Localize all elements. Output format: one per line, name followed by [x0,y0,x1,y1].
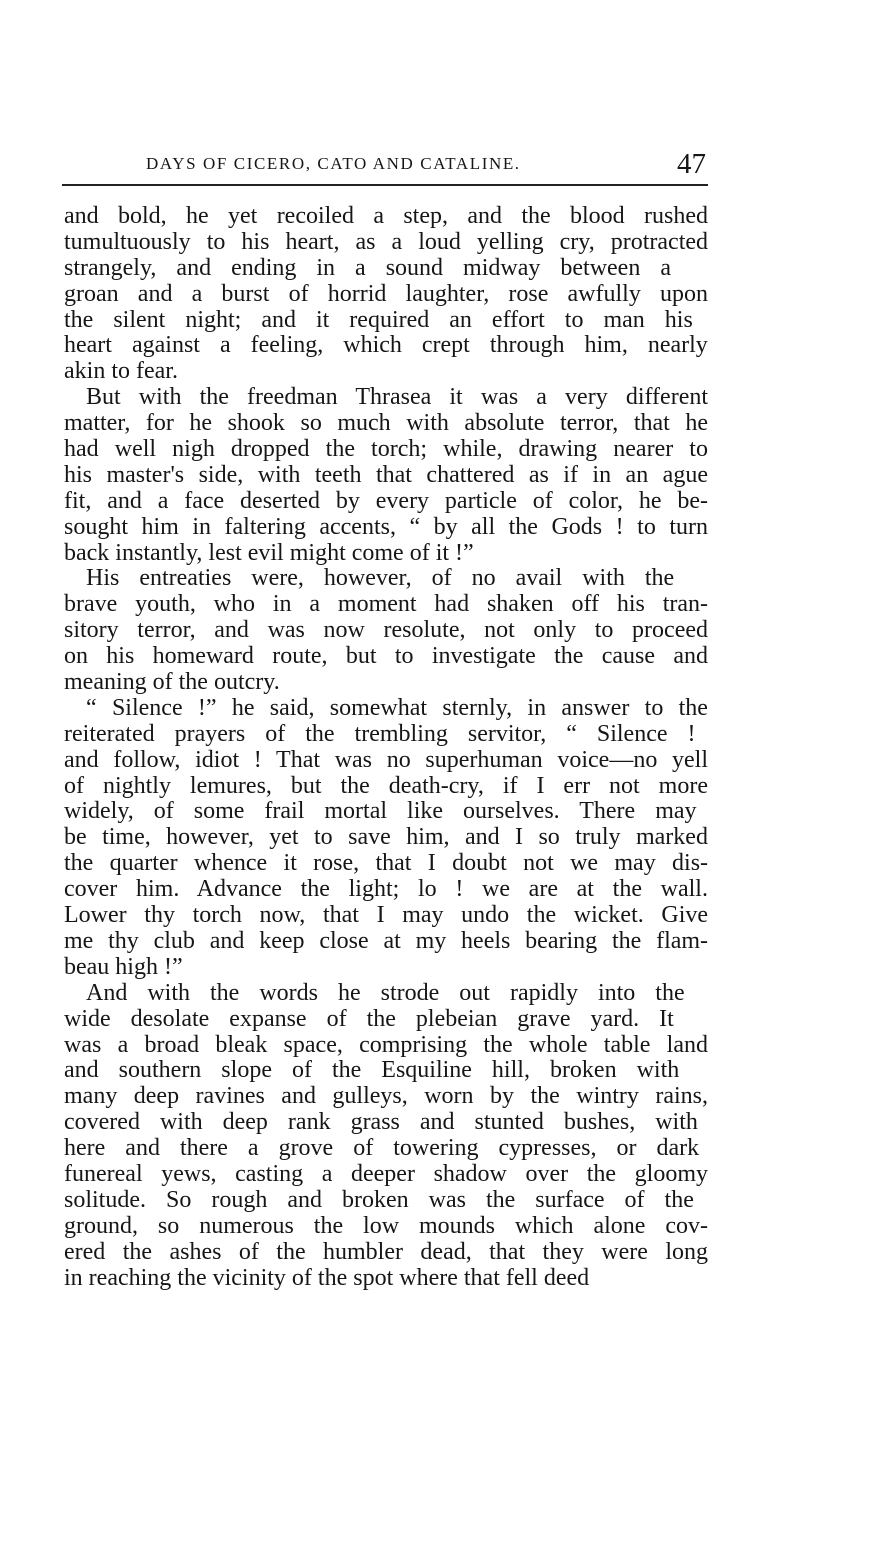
text-line: groan and a burst of horrid laughter, rose awfully upon [64,281,708,307]
text-line: solitude. So rough and broken was the surface of the [64,1187,694,1213]
text-line: matter, for he shook so much with absolute terror, that he [64,411,708,437]
text-line: wide desolate expanse of the plebeian grave yard. It [64,1006,674,1032]
text-line: here and there a grove of towering cypresses, or dark [64,1136,700,1162]
text-line: his master's side, with teeth that chattered as if in an ague [64,462,708,488]
text-line: me thy club and keep close at my heels bearing the flam- [64,928,708,954]
text-line: sought him in faltering accents, “ by all the Gods ! to turn [64,514,708,540]
text-line: be time, however, yet to save him, and I so truly marked [64,825,708,851]
header-rule [62,184,708,186]
text-line: and follow, idiot ! That was no superhuman voice—no yell [64,747,708,773]
text-line: covered with deep rank grass and stunted bushes, with [64,1110,698,1136]
text-line: and southern slope of the Esquiline hill, broken with [64,1058,680,1084]
text-line: widely, of some frail mortal like ourselves. There may [64,799,697,825]
text-line: of nightly lemures, but the death-cry, if I err not more [64,773,708,799]
text-line: beau high !” [64,954,183,980]
text-line: was a broad bleak space, comprising the whole table land [64,1032,708,1058]
text-line: “ Silence !” he said, somewhat sternly, in answer to the [86,695,708,721]
text-line: Lower thy torch now, that I may undo the wicket. Give [64,903,708,929]
text-line: fit, and a face deserted by every particle of color, he be- [64,488,708,514]
text-line: funereal yews, casting a deeper shadow over the gloomy [64,1161,708,1187]
text-line: But with the freedman Thrasea it was a very different [86,385,708,411]
text-line: meaning of the outcry. [64,670,280,696]
text-line: and bold, he yet recoiled a step, and the blood rushed [64,204,708,229]
text-line: heart against a feeling, which crept through him, nearly [64,333,708,359]
text-line: ground, so numerous the low mounds which alone cov- [64,1213,708,1239]
text-line: And with the words he strode out rapidly into the [86,980,685,1006]
text-line: many deep ravines and gulleys, worn by the wintry rains, [64,1084,708,1110]
text-line: sitory terror, and was now resolute, not only to proceed [64,618,708,644]
text-line: strangely, and ending in a sound midway between a [64,255,671,281]
text-line: reiterated prayers of the trembling servitor, “ Silence ! [64,721,696,747]
text-line: akin to fear. [64,359,178,385]
text-line: His entreaties were, however, of no avail with the [86,566,675,592]
text-line: ered the ashes of the humbler dead, that they were long [64,1239,708,1265]
text-line: the quarter whence it rose, that I doubt not we may dis- [64,851,708,877]
text-line: the silent night; and it required an effort to man his [64,307,693,333]
text-line: on his homeward route, but to investigate the cause and [64,644,708,670]
text-line: brave youth, who in a moment had shaken off his tran- [64,592,708,618]
running-title: DAYS OF CICERO, CATO AND CATALINE. [146,154,521,173]
text-line: in reaching the vicinity of the spot where that fell deed [64,1265,590,1291]
body-text [64,204,708,1291]
page-number: 47 [677,148,706,180]
text-line: tumultuously to his heart, as a loud yelling cry, protracted [64,229,708,255]
text-line: back instantly, lest evil might come of it !” [64,540,474,566]
page-header [62,150,708,186]
text-line: cover him. Advance the light; lo ! we are at the wall. [64,877,708,903]
text-line: had well nigh dropped the torch; while, drawing nearer to [64,437,708,463]
